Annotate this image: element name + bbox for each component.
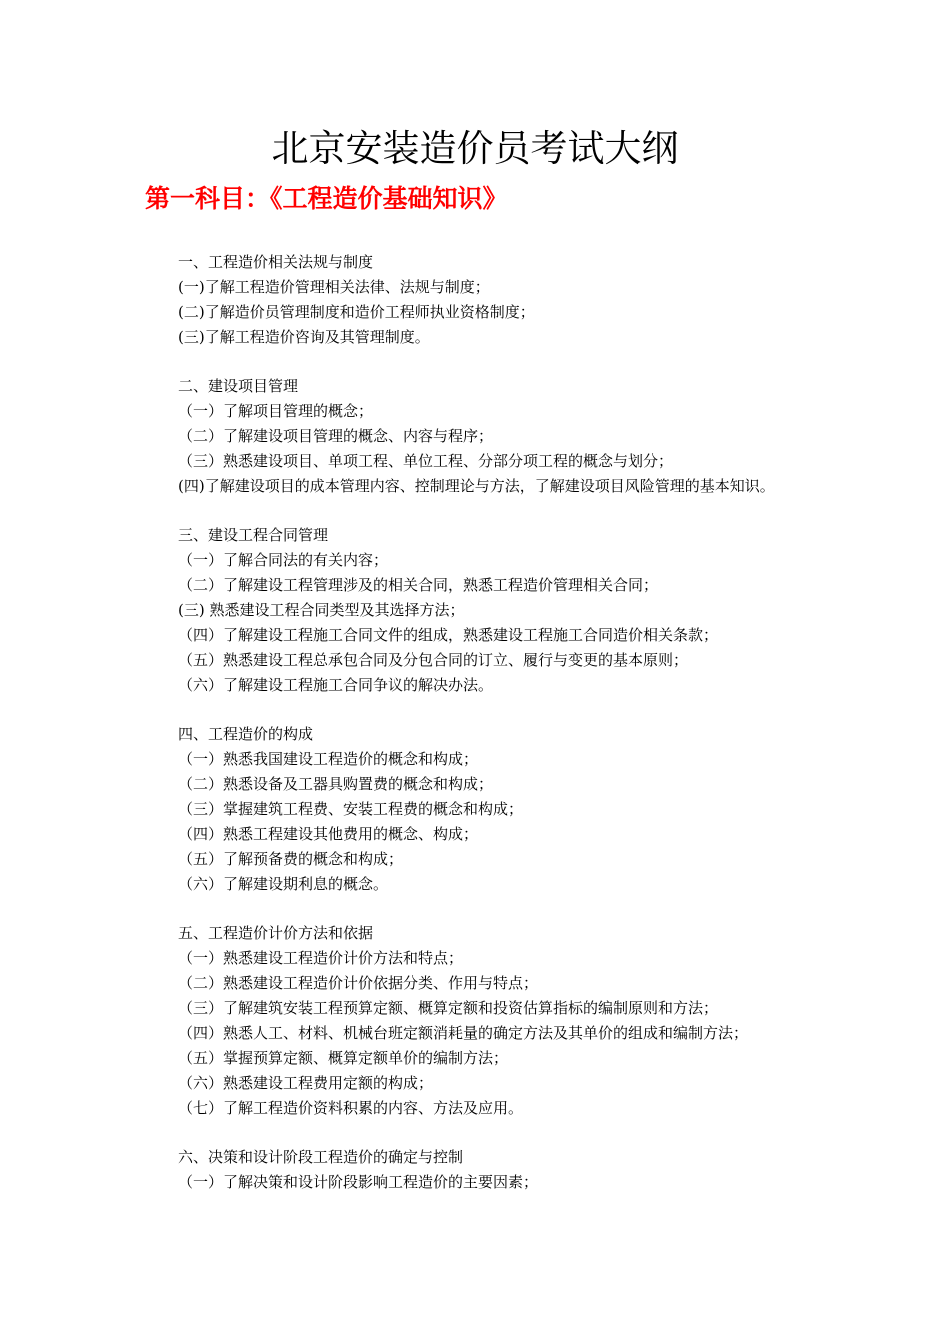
document-title: 北京安装造价员考试大纲 [271,127,679,170]
section-5 [145,921,810,1121]
list-item: （二）熟悉建设工程造价计价依据分类、作用与特点； [178,974,539,992]
section-heading: 五、工程造价计价方法和依据 [178,924,374,942]
section-heading: 二、建设项目管理 [178,377,299,395]
list-item: （二）了解建设工程管理涉及的相关合同，熟悉工程造价管理相关合同； [178,576,659,594]
section-heading: 六、决策和设计阶段工程造价的确定与控制 [178,1148,464,1166]
section-4 [145,722,810,897]
list-item: （五）了解预备费的概念和构成； [178,850,404,868]
list-item: （三）掌握建筑工程费、安装工程费的概念和构成； [178,800,524,818]
list-item: （一）了解决策和设计阶段影响工程造价的主要因素； [178,1173,539,1191]
list-item: （二）熟悉设备及工器具购置费的概念和构成； [178,775,494,793]
list-item: （三）了解建筑安装工程预算定额、概算定额和投资估算指标的编制原则和方法； [178,999,719,1017]
list-item: （六）熟悉建设工程费用定额的构成； [178,1074,434,1092]
list-item: (二)了解造价员管理制度和造价工程师执业资格制度； [178,303,535,321]
list-item: （四）了解建设工程施工合同文件的组成，熟悉建设工程施工合同造价相关条款； [178,626,719,644]
section-6 [145,1145,810,1195]
list-item: （六）了解建设工程施工合同争议的解决办法。 [178,676,494,694]
list-item: （四）熟悉人工、材料、机械台班定额消耗量的确定方法及其单价的组成和编制方法； [178,1024,749,1042]
list-item: （四）熟悉工程建设其他费用的概念、构成； [178,825,479,843]
section-2 [145,374,810,499]
list-item: （一）熟悉我国建设工程造价的概念和构成； [178,750,479,768]
list-item: (四)了解建设项目的成本管理内容、控制理论与方法，了解建设项目风险管理的基本知识。 [178,477,775,495]
list-item: （五）熟悉建设工程总承包合同及分包合同的订立、履行与变更的基本原则； [178,651,689,669]
subject-heading: 第一科目：《工程造价基础知识》 [145,184,508,213]
section-3 [145,523,810,698]
list-item: （五）掌握预算定额、概算定额单价的编制方法； [178,1049,509,1067]
section-heading: 四、工程造价的构成 [178,725,314,743]
section-heading: 三、建设工程合同管理 [178,526,329,544]
list-item: (一)了解工程造价管理相关法律、法规与制度； [178,278,490,296]
outline-body [145,250,810,1219]
list-item: （一）了解项目管理的概念； [178,402,374,420]
list-item: （一）了解合同法的有关内容； [178,551,389,569]
list-item: （六）了解建设期利息的概念。 [178,875,389,893]
list-item: （二）了解建设项目管理的概念、内容与程序； [178,427,494,445]
section-1 [145,250,810,350]
list-item: （一）熟悉建设工程造价计价方法和特点； [178,949,464,967]
list-item: （七）了解工程造价资料积累的内容、方法及应用。 [178,1099,524,1117]
list-item: (三)了解工程造价咨询及其管理制度。 [178,328,430,346]
section-heading: 一、工程造价相关法规与制度 [178,253,374,271]
list-item: (三) 熟悉建设工程合同类型及其选择方法； [178,601,465,619]
list-item: （三）熟悉建设项目、单项工程、单位工程、分部分项工程的概念与划分； [178,452,674,470]
